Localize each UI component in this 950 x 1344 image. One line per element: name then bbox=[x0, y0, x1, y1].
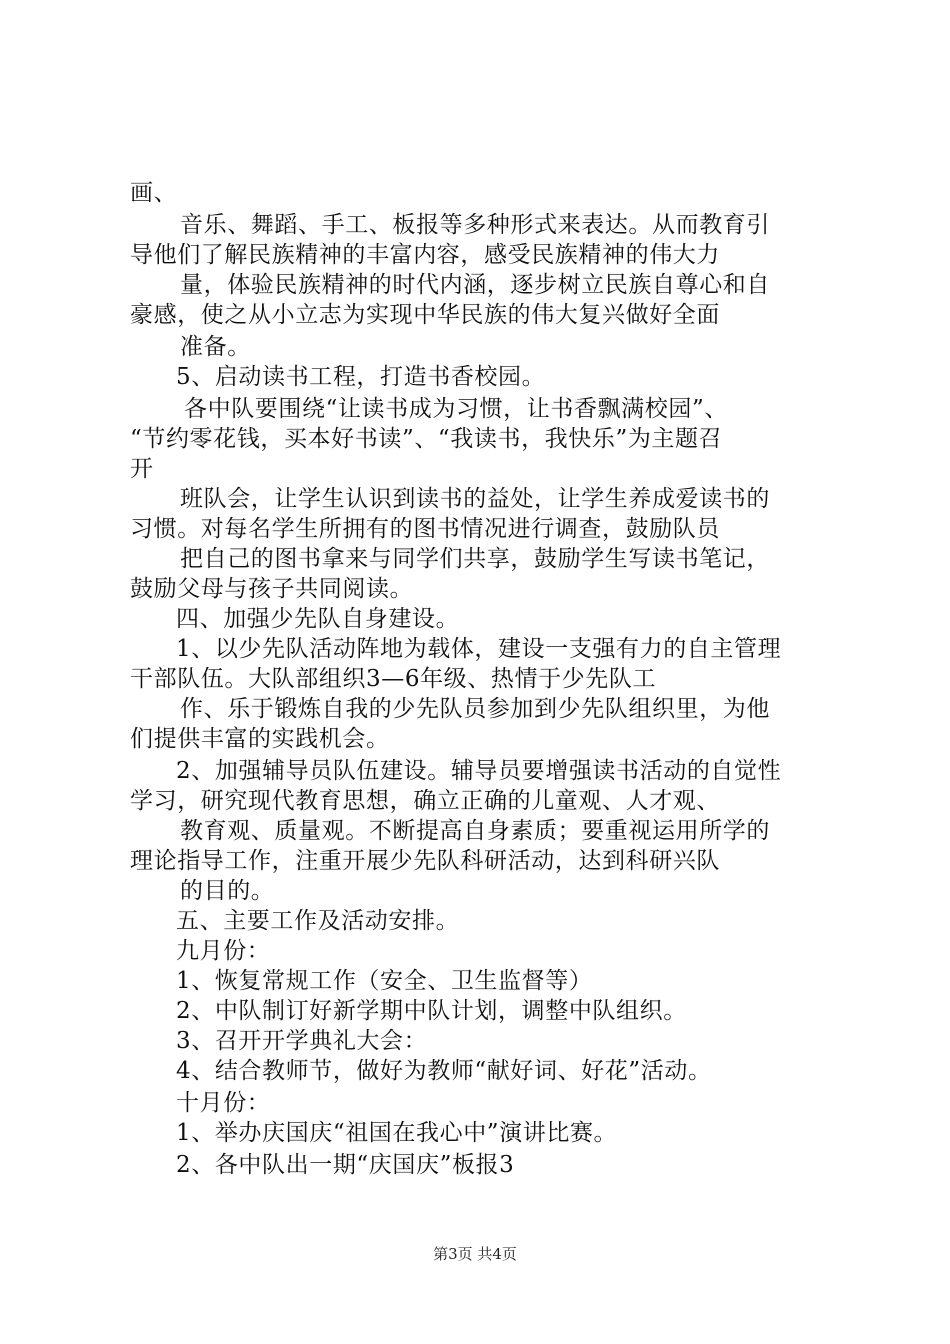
text-line: “节约零花钱，买本好书读”、“我读书，我快乐”为主题召 bbox=[130, 426, 723, 452]
text-line: 的目的。 bbox=[180, 878, 275, 904]
text-line: 鼓励父母与孩子共同阅读。 bbox=[130, 576, 414, 602]
text-line: 把自己的图书拿来与同学们共享，鼓励学生写读书笔记， bbox=[180, 546, 770, 572]
list-item: 4、结合教师节，做好为教师“献好词、好花”活动。 bbox=[176, 1058, 712, 1084]
list-item: 1、举办庆国庆“祖国在我心中”演讲比赛。 bbox=[176, 1120, 618, 1146]
text-line: 理论指导工作，注重开展少先队科研活动，达到科研兴队 bbox=[130, 848, 720, 874]
text-line: 教育观、质量观。不断提高自身素质；要重视运用所学的 bbox=[180, 818, 770, 844]
text-line: 干部队伍。大队部组织3—6年级、热情于少先队工 bbox=[130, 666, 657, 692]
text-line: 量，体验民族精神的时代内涵，逐步树立民族自尊心和自 bbox=[180, 272, 770, 298]
text-line: 们提供丰富的实践机会。 bbox=[130, 726, 390, 752]
text-line: 作、乐于锻炼自我的少先队员参加到少先队组织里，为他 bbox=[180, 696, 770, 722]
list-item: 2、各中队出一期“庆国庆”板报3 bbox=[176, 1152, 515, 1178]
section-heading: 五、主要工作及活动安排。 bbox=[176, 908, 460, 934]
month-heading: 十月份： bbox=[176, 1090, 271, 1116]
section-heading: 四、加强少先队自身建设。 bbox=[176, 606, 460, 632]
text-line: 导他们了解民族精神的丰富内容，感受民族精神的伟大力 bbox=[130, 242, 720, 268]
text-line: 画、 bbox=[130, 180, 178, 206]
text-line: 开 bbox=[130, 456, 154, 482]
text-line: 习惯。对每名学生所拥有的图书情况进行调查，鼓励队员 bbox=[130, 516, 720, 542]
section-item: 2、加强辅导员队伍建设。辅导员要增强读书活动的自觉性 bbox=[176, 758, 782, 784]
text-line: 音乐、舞蹈、手工、板报等多种形式来表达。从而教育引 bbox=[180, 212, 770, 238]
section-item: 5、启动读书工程，打造书香校园。 bbox=[176, 364, 546, 390]
section-item: 1、以少先队活动阵地为载体，建设一支强有力的自主管理 bbox=[176, 636, 782, 662]
list-item: 1、恢复常规工作（安全、卫生监督等） bbox=[176, 968, 593, 994]
month-heading: 九月份： bbox=[176, 938, 271, 964]
text-line: 学习，研究现代教育思想，确立正确的儿童观、人才观、 bbox=[130, 788, 720, 814]
list-item: 3、召开开学典礼大会： bbox=[176, 1028, 428, 1054]
text-line: 豪感，使之从小立志为实现中华民族的伟大复兴做好全面 bbox=[130, 302, 720, 328]
text-line: 准备。 bbox=[180, 334, 251, 360]
page-number-footer: 第3页 共4页 bbox=[433, 1245, 517, 1263]
text-line: 各中队要围绕“让读书成为习惯，让书香飘满校园”、 bbox=[184, 396, 728, 422]
list-item: 2、中队制订好新学期中队计划，调整中队组织。 bbox=[176, 998, 687, 1024]
text-line: 班队会，让学生认识到读书的益处，让学生养成爱读书的 bbox=[180, 486, 770, 512]
